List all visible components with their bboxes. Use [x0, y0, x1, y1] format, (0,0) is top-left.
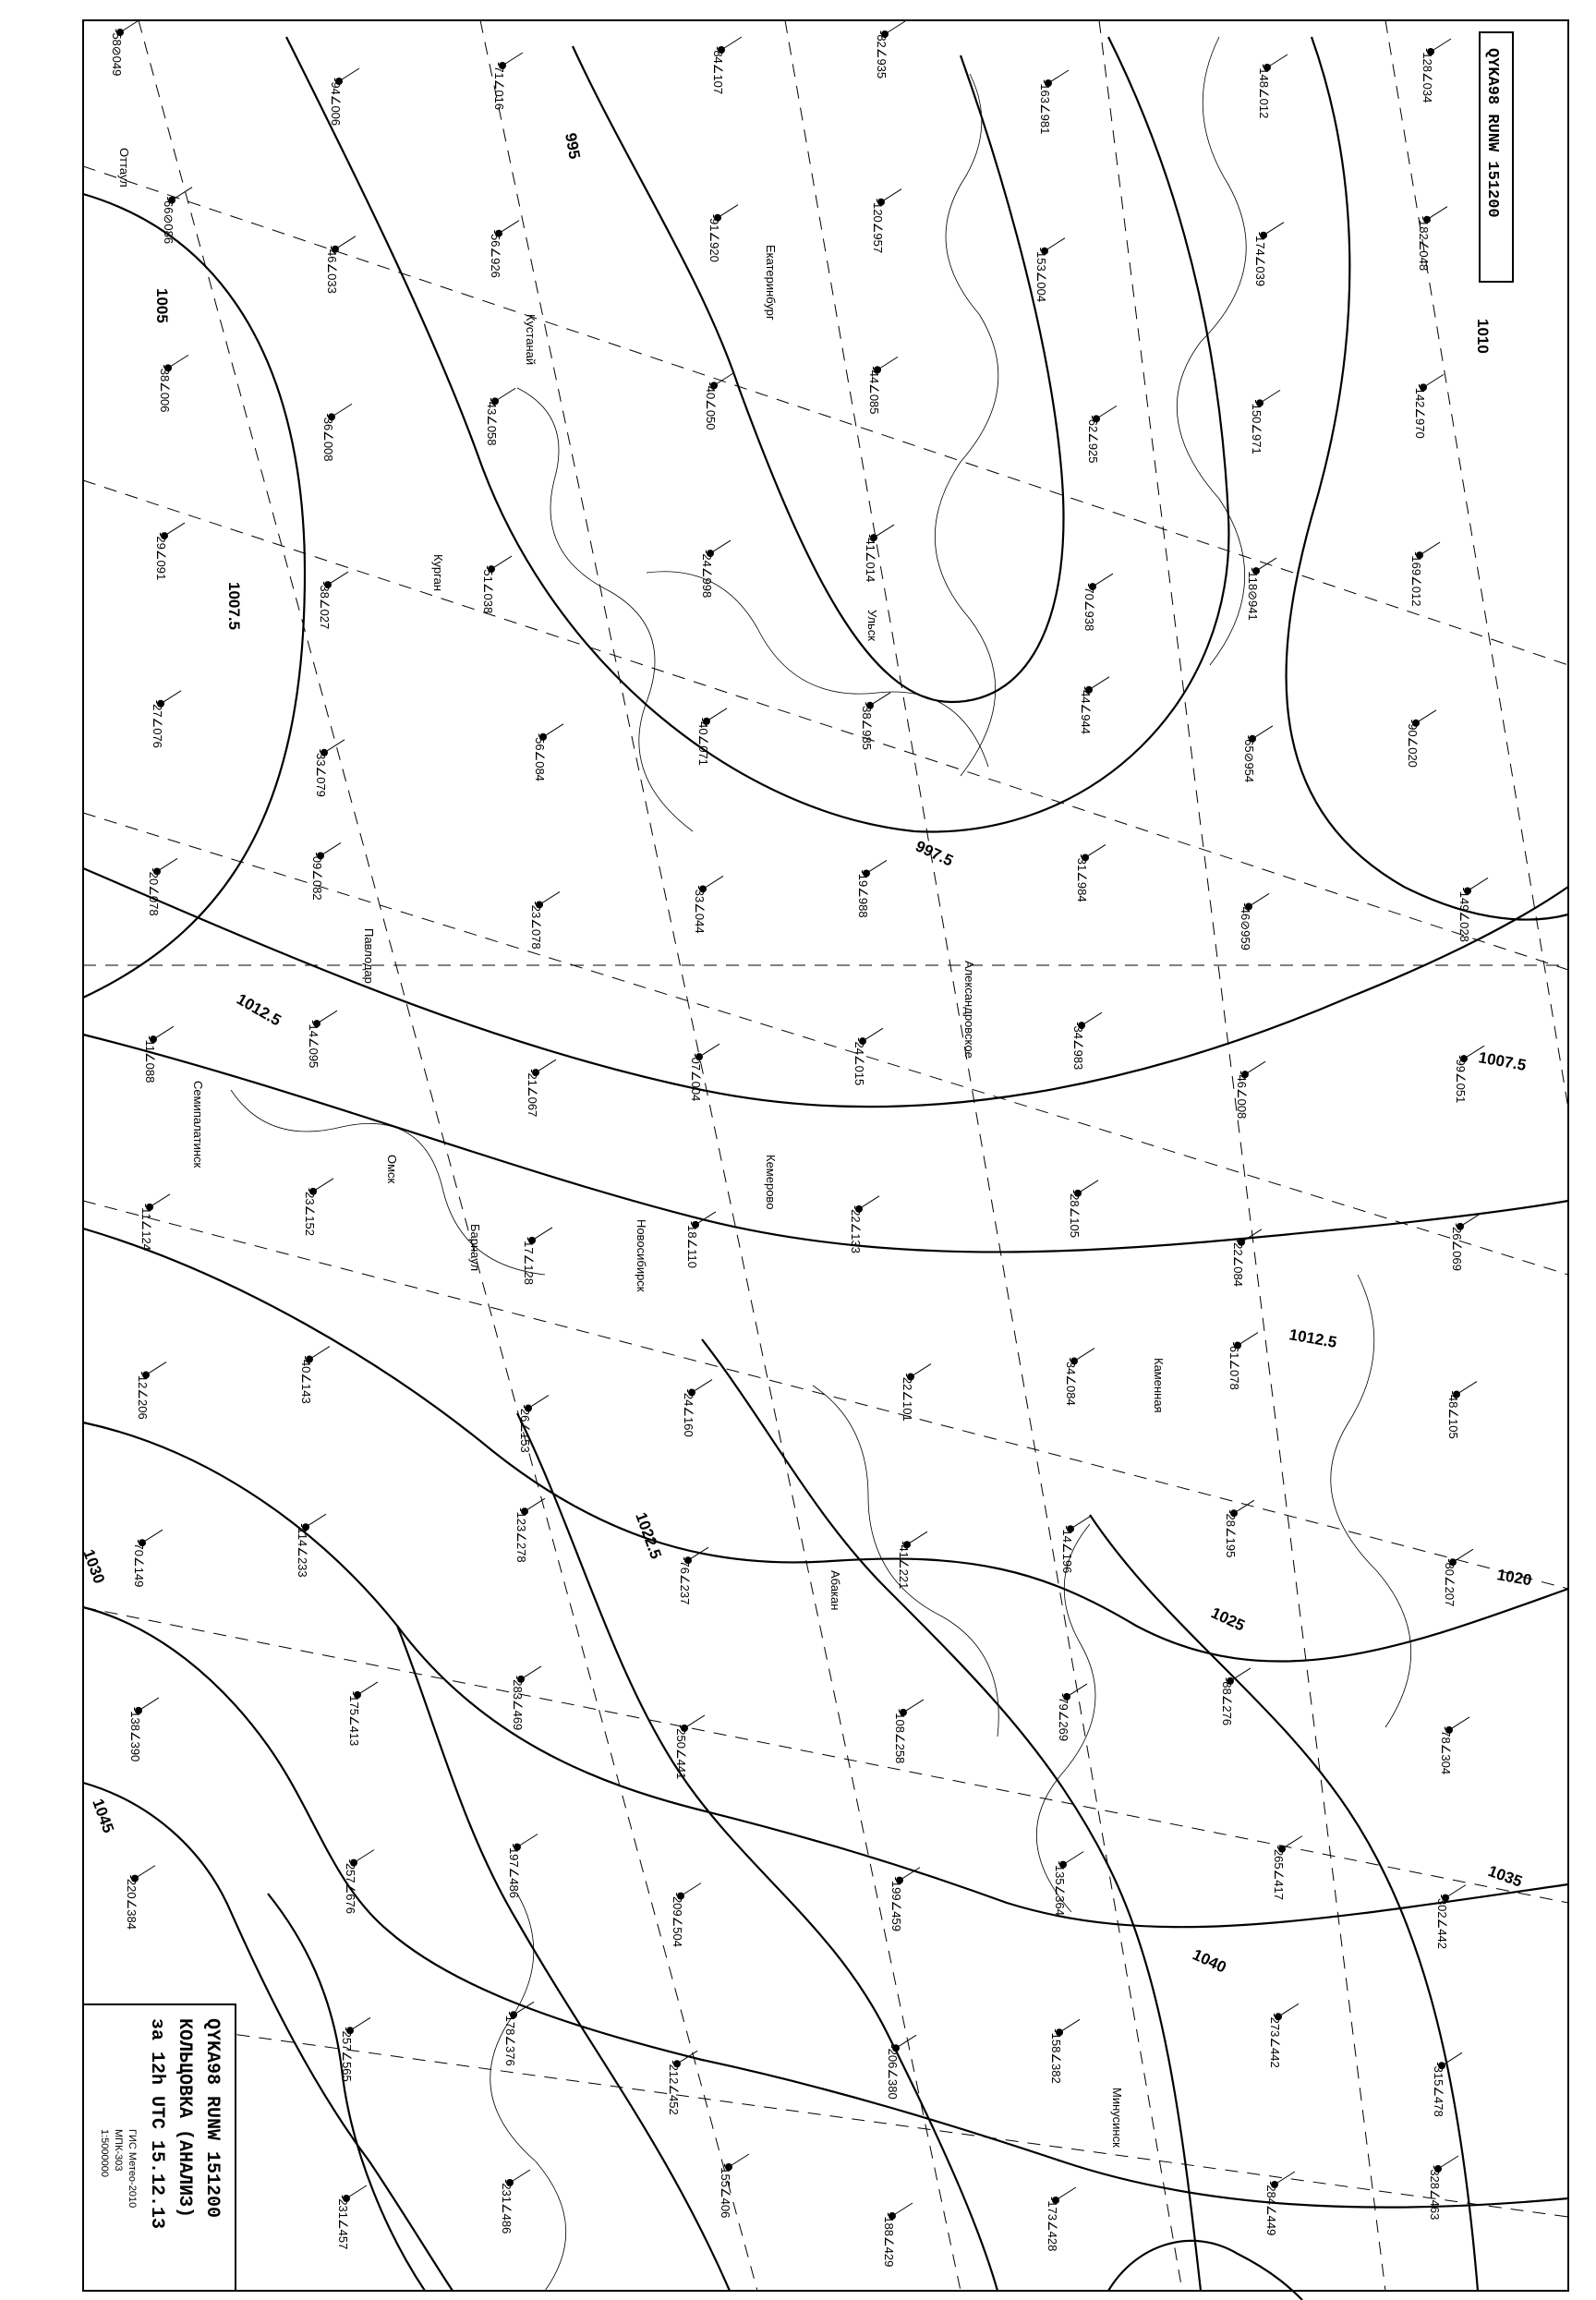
station-plot — [711, 37, 742, 94]
station-value: -302∠442 — [1435, 1894, 1449, 1949]
place-name: Кемерово — [764, 1155, 778, 1210]
station-value: -23∠152 — [303, 1187, 317, 1236]
station-plot — [1413, 374, 1444, 438]
station-value: -123∠278 — [514, 1507, 528, 1563]
station-plot — [1446, 1382, 1477, 1439]
place-name: Оттаул — [117, 148, 131, 188]
station-plot — [162, 188, 192, 244]
station-value: -142∠970 — [1413, 383, 1427, 439]
station-plot — [671, 1883, 701, 1947]
station-value: -21∠067 — [526, 1069, 539, 1118]
station-plot — [719, 2154, 749, 2218]
station-plot — [125, 1866, 155, 1930]
station-plot — [889, 1868, 920, 1931]
station-value: -88∠276 — [1220, 1677, 1234, 1726]
station-plot — [151, 691, 181, 748]
station-plot — [1220, 1668, 1251, 1725]
isobar-label: 995 — [562, 131, 584, 161]
station-value: -44∠944 — [1079, 685, 1093, 734]
isobar-label: 1035 — [1485, 1861, 1525, 1891]
station-value: -273∠442 — [1268, 2013, 1282, 2068]
station-value: -169∠012 — [1409, 551, 1423, 607]
station-plot — [1071, 1012, 1102, 1070]
station-value: -51∠038 — [481, 565, 495, 614]
station-value: -150∠971 — [1250, 399, 1264, 454]
station-plot — [1406, 710, 1436, 768]
station-value: -80∠207 — [1443, 1558, 1457, 1607]
station-plot — [344, 1850, 374, 1914]
station-value: -135∠364 — [1053, 1860, 1067, 1916]
station-plot — [1242, 726, 1273, 782]
isobar-label: 1007.5 — [225, 582, 243, 630]
station-value: -66⊘086 — [162, 196, 175, 245]
station-plot — [500, 2170, 530, 2233]
station-value: -28∠105 — [1068, 1189, 1082, 1238]
place-name: Омск — [385, 1155, 399, 1184]
station-value: -158∠382 — [1049, 2028, 1063, 2084]
map-title-box — [83, 2004, 236, 2291]
place-name: Курган — [431, 554, 445, 592]
place-name: Семипалатинск — [191, 1081, 205, 1168]
station-value: -91∠920 — [707, 213, 721, 262]
place-name: Кустанай — [524, 314, 538, 366]
station-value: -61∠078 — [1227, 1341, 1241, 1390]
station-value: -22∠133 — [849, 1204, 863, 1253]
station-value: -197∠486 — [507, 1843, 521, 1898]
station-plot — [489, 221, 519, 278]
station-value: -62∠925 — [1086, 415, 1100, 464]
isobar-label: 1012.5 — [1288, 1326, 1338, 1351]
station-value: -23∠078 — [529, 901, 543, 950]
station-plot — [1417, 207, 1447, 271]
station-value: -178∠376 — [503, 2011, 517, 2066]
station-plot — [318, 572, 348, 629]
station-plot — [1409, 542, 1440, 606]
isobar-label: 1040 — [1190, 1945, 1229, 1977]
station-value: -220∠384 — [125, 1874, 139, 1930]
station-plot — [667, 2051, 697, 2114]
title-product: КОЛЬЦОВКА (АНАЛИЗ) — [174, 2018, 195, 2219]
station-value: -40∠071 — [696, 717, 710, 766]
station-value: -34∠983 — [1071, 1022, 1085, 1071]
place-name: Ульск — [865, 610, 879, 641]
title-software: ГИС Метео-2010 — [127, 2129, 138, 2209]
station-value: -315∠478 — [1432, 2062, 1445, 2117]
station-value: -38∠985 — [860, 701, 874, 750]
station-value: -163∠981 — [1038, 79, 1052, 135]
station-value: -58⊘049 — [110, 29, 124, 77]
place-name: Абакан — [828, 1570, 842, 1611]
station-value: -17∠128 — [522, 1236, 536, 1285]
station-value: -212∠452 — [667, 2060, 681, 2115]
station-plots — [110, 19, 1488, 2267]
station-value: -24∠160 — [682, 1388, 695, 1437]
station-plot — [1079, 677, 1109, 734]
station-plot — [139, 1194, 170, 1251]
station-value: -14∠196 — [1060, 1525, 1074, 1574]
station-plot — [492, 53, 523, 110]
isobar-label: 1025 — [1208, 1604, 1248, 1635]
station-value: -14∠095 — [307, 1020, 320, 1069]
station-value: -24∠998 — [700, 550, 714, 599]
station-plot — [307, 1011, 337, 1068]
isobar-label: 1022.5 — [632, 1509, 665, 1562]
station-value: -84∠107 — [711, 46, 725, 95]
title-scale: 1:5000000 — [99, 2129, 110, 2177]
station-value: -70∠938 — [1082, 583, 1096, 632]
station-plot — [485, 388, 515, 445]
station-plot — [1049, 2019, 1080, 2083]
station-value: -79∠269 — [1057, 1692, 1070, 1742]
station-value: -231∠486 — [500, 2179, 514, 2234]
place-name: Минусинск — [1110, 2088, 1124, 2148]
station-plot — [511, 1666, 541, 1730]
station-plot — [1253, 223, 1284, 286]
station-value: -138∠390 — [128, 1706, 142, 1762]
station-plot — [685, 1212, 716, 1268]
station-value: -120∠957 — [871, 198, 885, 254]
station-value: -38∠006 — [158, 364, 172, 413]
station-plot — [893, 1700, 924, 1763]
station-plot — [329, 68, 359, 126]
station-value: -36∠008 — [321, 413, 335, 462]
isobar-label: 1010 — [1474, 319, 1492, 354]
station-value: -90∠020 — [1406, 719, 1420, 768]
place-name: Новосибирск — [635, 1219, 648, 1292]
station-value: -33∠079 — [314, 748, 328, 797]
place-names — [117, 148, 1166, 2148]
station-plot — [1235, 1061, 1265, 1119]
station-plot — [1443, 1549, 1473, 1606]
station-plot — [1038, 70, 1069, 134]
station-plot — [1227, 1333, 1258, 1390]
station-value: -46⊘959 — [1239, 902, 1252, 950]
isobars — [83, 37, 1568, 2300]
station-plot — [1057, 1684, 1087, 1741]
station-value: -46∠008 — [1235, 1071, 1249, 1120]
place-name: Павлодар — [362, 928, 376, 984]
station-plot — [867, 357, 898, 414]
station-value: -43∠058 — [485, 397, 499, 446]
station-value: -94∠006 — [329, 78, 343, 127]
station-plot — [693, 876, 723, 933]
station-value: -41∠014 — [864, 534, 877, 583]
title-time: за 12h UTC 15.12.13 — [146, 2018, 167, 2230]
station-plot — [154, 523, 185, 580]
station-plot — [158, 355, 188, 412]
station-value: -24∠015 — [852, 1037, 866, 1086]
title-code: QYKA98 RUNW 151200 — [201, 2018, 223, 2219]
station-plot — [347, 1682, 378, 1746]
station-value: -22∠101 — [901, 1373, 914, 1422]
station-plot — [340, 2017, 370, 2081]
station-value: -07∠004 — [689, 1053, 703, 1102]
station-value: -40∠143 — [299, 1355, 313, 1404]
station-plot — [136, 1362, 166, 1420]
station-plot — [1421, 39, 1451, 103]
station-plot — [875, 21, 905, 79]
station-value: -70∠149 — [132, 1539, 146, 1588]
station-plot — [1272, 1836, 1302, 1900]
station-value: -56∠926 — [489, 229, 502, 278]
station-value: -206∠380 — [886, 2044, 900, 2100]
station-plot — [299, 1347, 330, 1404]
station-value: -257∠565 — [340, 2027, 354, 2082]
station-plot — [303, 1179, 333, 1236]
station-value: -209∠504 — [671, 1892, 684, 1947]
station-value: -182∠048 — [1417, 215, 1431, 272]
corner-title: QYKA98 RUNW 151200 — [1483, 48, 1501, 218]
station-value: -11∠124 — [139, 1203, 153, 1252]
station-plot — [1435, 1885, 1466, 1949]
station-plot — [321, 404, 352, 461]
station-plot — [1082, 574, 1113, 631]
station-value: -38∠027 — [318, 581, 332, 630]
station-plot — [901, 1364, 931, 1422]
geography-lines — [231, 37, 1411, 2291]
isobar-labels — [79, 131, 1533, 1976]
station-value: -18∠110 — [685, 1220, 699, 1269]
station-value: -34∠084 — [1064, 1357, 1078, 1406]
station-value: -108∠258 — [893, 1708, 907, 1764]
place-name: Каменная — [1152, 1358, 1166, 1413]
station-value: -148∠012 — [1257, 64, 1271, 119]
station-value: -19∠988 — [856, 869, 870, 918]
station-value: -48∠105 — [1446, 1390, 1460, 1439]
station-value: -149∠028 — [1457, 887, 1471, 942]
station-value: -44∠085 — [867, 366, 881, 415]
station-plot — [674, 1715, 705, 1779]
station-plot — [1046, 2187, 1076, 2251]
station-plot — [526, 1059, 556, 1117]
station-plot — [678, 1547, 708, 1604]
station-value: -29∠091 — [154, 532, 168, 581]
station-value: -28∠195 — [1224, 1509, 1238, 1558]
station-plot — [507, 1834, 538, 1898]
title-center: МПК-303 — [113, 2129, 124, 2172]
station-value: -26∠069 — [1450, 1222, 1464, 1271]
station-plot — [110, 19, 140, 76]
station-plot — [856, 860, 887, 917]
station-value: -231∠457 — [336, 2195, 350, 2250]
station-plot — [310, 842, 341, 900]
station-plot — [1457, 878, 1488, 941]
station-value: -56∠084 — [533, 732, 547, 781]
station-plot — [1075, 844, 1106, 902]
station-plot — [1439, 1717, 1469, 1774]
station-value: -118⊘941 — [1246, 567, 1260, 621]
station-value: -09∠082 — [310, 852, 324, 901]
station-value: -114∠233 — [296, 1523, 309, 1578]
isobar-label: 1045 — [89, 1796, 118, 1835]
station-value: -257∠676 — [344, 1858, 357, 1914]
station-value: -12∠206 — [136, 1371, 150, 1420]
isobar-label: 997.5 — [913, 837, 956, 870]
station-value: -175∠413 — [347, 1690, 361, 1747]
station-value: -265∠417 — [1272, 1845, 1286, 1900]
station-plot — [1224, 1500, 1254, 1557]
station-plot — [1257, 54, 1288, 118]
station-value: -71∠016 — [492, 62, 506, 111]
station-plot — [871, 189, 901, 253]
station-value: -20∠078 — [147, 867, 161, 916]
station-value: -31∠984 — [1075, 853, 1089, 902]
station-plot — [514, 1498, 545, 1562]
station-plot — [696, 708, 727, 766]
station-value: -40∠050 — [704, 381, 718, 430]
station-plot — [503, 2002, 534, 2065]
place-name: Барнаул — [468, 1224, 482, 1272]
station-plot — [529, 891, 560, 949]
station-plot — [1086, 406, 1117, 463]
station-plot — [700, 540, 731, 598]
isobar-label: 1020 — [1495, 1566, 1533, 1590]
station-value: -65⊘954 — [1242, 734, 1256, 783]
station-value: -11∠088 — [143, 1035, 157, 1083]
station-plot — [128, 1698, 159, 1761]
station-value: -33∠044 — [693, 885, 707, 934]
station-plot — [325, 236, 356, 294]
station-value: -46∠033 — [325, 245, 339, 294]
station-plot — [864, 525, 894, 582]
station-value: -78∠304 — [1439, 1725, 1453, 1775]
station-plot — [1246, 558, 1276, 621]
station-plot — [481, 556, 512, 613]
station-plot — [682, 1380, 712, 1437]
station-value: -82∠935 — [875, 30, 889, 79]
station-plot — [704, 372, 734, 430]
place-name: Екатеринбург — [764, 245, 778, 321]
station-plot — [707, 205, 738, 262]
station-plot — [533, 724, 563, 781]
isobar-label: 1030 — [79, 1546, 109, 1586]
isobar-label: 1012.5 — [234, 990, 284, 1030]
station-plot — [314, 740, 345, 797]
station-value: -173∠428 — [1046, 2197, 1059, 2252]
station-value: -27∠076 — [151, 699, 164, 748]
station-plot — [1268, 2003, 1299, 2067]
station-value: -188∠429 — [882, 2212, 896, 2268]
station-plot — [1428, 2156, 1458, 2220]
station-value: -41∠221 — [897, 1541, 911, 1590]
station-plot — [886, 2035, 916, 2099]
place-name: Александровское — [962, 961, 976, 1059]
station-value: -174∠039 — [1253, 231, 1267, 287]
station-value: -128∠034 — [1421, 48, 1434, 103]
station-plot — [1239, 893, 1269, 950]
station-value: -153∠004 — [1034, 247, 1048, 303]
station-value: -155∠406 — [719, 2163, 732, 2219]
station-plot — [849, 1196, 879, 1253]
station-value: -283∠469 — [511, 1675, 525, 1731]
station-value: -76∠237 — [678, 1556, 692, 1605]
corner-title-box — [1480, 32, 1513, 282]
station-plot — [336, 2185, 367, 2249]
station-plot — [860, 693, 890, 750]
station-plot — [1250, 390, 1280, 454]
station-value: -250∠441 — [674, 1724, 688, 1780]
station-plot — [1053, 1852, 1083, 1916]
station-plot — [1068, 1180, 1098, 1238]
station-plot — [522, 1228, 552, 1285]
station-plot — [1432, 2052, 1462, 2116]
station-plot — [882, 2203, 913, 2267]
station-value: -284∠449 — [1264, 2181, 1278, 2236]
station-value: -22∠084 — [1231, 1238, 1245, 1287]
station-plot — [518, 1396, 549, 1453]
station-value: -199∠459 — [889, 1876, 903, 1931]
isobar-label: 1005 — [153, 288, 171, 323]
station-value: -26∠153 — [518, 1404, 532, 1453]
isobar-label: 1007.5 — [1477, 1048, 1528, 1074]
station-value: -99∠051 — [1454, 1055, 1468, 1104]
station-plot — [1064, 1349, 1094, 1406]
station-plot — [132, 1530, 163, 1587]
station-value: -328∠463 — [1428, 2165, 1442, 2221]
station-plot — [1034, 238, 1065, 302]
